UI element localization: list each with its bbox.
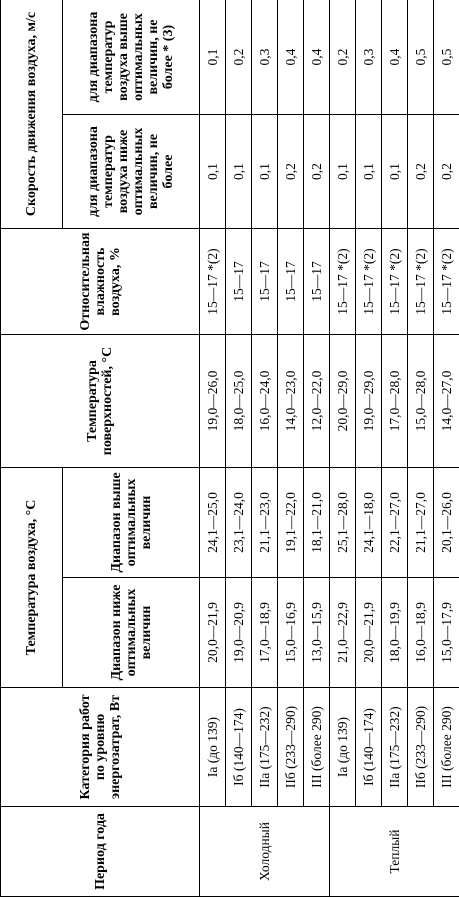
surface-temp-cell: 20,0—29,0 [330, 335, 356, 468]
air-speed-above-cell: 0,5 [434, 0, 459, 115]
period-cell: Теплый [330, 807, 459, 897]
humidity-cell: 15—17 [304, 229, 330, 335]
table-row [304, 0, 330, 897]
air-temp-below-cell: 15,0—16,9 [278, 578, 304, 688]
category-cell: IIб (233—290) [408, 688, 434, 807]
air-temp-above-cell: 21,1—27,0 [408, 468, 434, 578]
air-temp-below-cell: 18,0—19,9 [382, 578, 408, 688]
air-temp-below-cell: 21,0—22,9 [330, 578, 356, 688]
category-cell: Iб (140—174) [356, 688, 382, 807]
air-temp-above-cell: 22,1—27,0 [382, 468, 408, 578]
air-speed-below-cell: 0,1 [200, 115, 226, 229]
air-speed-above-cell: 0,1 [200, 0, 226, 115]
period-cell: Холодный [200, 807, 330, 897]
air-temp-below-cell: 17,0—18,9 [252, 578, 278, 688]
surface-temp-cell: 19,0—26,0 [200, 335, 226, 468]
air-speed-below-cell: 0,2 [278, 115, 304, 229]
air-speed-below-cell: 0,1 [330, 115, 356, 229]
category-cell: III (более 290) [304, 688, 330, 807]
surface-temp-cell: 12,0—22,0 [304, 335, 330, 468]
category-cell: IIа (175—232) [382, 688, 408, 807]
air-speed-below-cell: 0,1 [226, 115, 252, 229]
air-temp-below-cell: 13,0—15,9 [304, 578, 330, 688]
header-air-temp-above: Диапазон выше оптимальных величин [63, 468, 200, 578]
air-speed-above-cell: 0,2 [226, 0, 252, 115]
table-body [200, 0, 459, 897]
humidity-cell: 15—17 *(2) [330, 229, 356, 335]
humidity-cell: 15—17 *(2) [200, 229, 226, 335]
air-speed-above-cell: 0,5 [408, 0, 434, 115]
category-cell: IIа (175—232) [252, 688, 278, 807]
air-temp-below-cell: 15,0—17,9 [434, 578, 459, 688]
category-cell: III (более 290) [434, 688, 459, 807]
table-row [382, 0, 408, 897]
category-cell: IIб (233—290) [278, 688, 304, 807]
header-category: Категория работ по уровню энергозатрат, Вт [1, 688, 200, 807]
humidity-cell: 15—17 [278, 229, 304, 335]
air-temp-below-cell: 20,0—21,9 [356, 578, 382, 688]
air-temp-above-cell: 19,1—22,0 [278, 468, 304, 578]
surface-temp-cell: 14,0—23,0 [278, 335, 304, 468]
air-temp-below-cell: 19,0—20,9 [226, 578, 252, 688]
header-air-temp-below: Диапазон ниже оптимальных величин [63, 578, 200, 688]
table-row [200, 0, 226, 897]
humidity-cell: 15—17 *(2) [434, 229, 459, 335]
surface-temp-cell: 19,0—29,0 [356, 335, 382, 468]
air-speed-below-cell: 0,1 [382, 115, 408, 229]
header-air-temp: Температура воздуха, °С [1, 468, 63, 688]
air-speed-below-cell: 0,1 [252, 115, 278, 229]
air-temp-above-cell: 25,1—28,0 [330, 468, 356, 578]
table-row [226, 0, 252, 897]
table-row [408, 0, 434, 897]
air-speed-below-cell: 0,2 [304, 115, 330, 229]
surface-temp-cell: 17,0—28,0 [382, 335, 408, 468]
humidity-cell: 15—17 *(2) [408, 229, 434, 335]
air-temp-above-cell: 23,1—24,0 [226, 468, 252, 578]
table-row [356, 0, 382, 897]
air-speed-above-cell: 0,3 [356, 0, 382, 115]
table-row [252, 0, 278, 897]
air-speed-below-cell: 0,2 [434, 115, 459, 229]
header-surface-temp: Температура поверхностей, °С [1, 335, 200, 468]
header-air-speed: Скорость движения воздуха, м/с [1, 0, 63, 229]
humidity-cell: 15—17 [252, 229, 278, 335]
humidity-cell: 15—17 [226, 229, 252, 335]
category-cell: Iа (до 139) [330, 688, 356, 807]
header-period: Период года [1, 807, 200, 897]
air-speed-below-cell: 0,2 [408, 115, 434, 229]
category-cell: Iб (140—174) [226, 688, 252, 807]
table-row [330, 0, 356, 897]
air-temp-below-cell: 16,0—18,9 [408, 578, 434, 688]
table-row [278, 0, 304, 897]
humidity-cell: 15—17 *(2) [382, 229, 408, 335]
air-temp-above-cell: 21,1—23,0 [252, 468, 278, 578]
table-row [434, 0, 459, 897]
air-speed-below-cell: 0,1 [356, 115, 382, 229]
air-temp-below-cell: 20,0—21,9 [200, 578, 226, 688]
air-speed-above-cell: 0,4 [278, 0, 304, 115]
air-temp-above-cell: 24,1—25,0 [200, 468, 226, 578]
header-air-speed-above: для диапазона температур воздуха выше оптимальных величин, не более * (3) [63, 0, 200, 115]
air-speed-above-cell: 0,3 [252, 0, 278, 115]
surface-temp-cell: 14,0—27,0 [434, 335, 459, 468]
header-air-speed-below: для диапазона температур воздуха ниже оптимальных величин, не более [63, 115, 200, 229]
air-temp-above-cell: 20,1—26,0 [434, 468, 459, 578]
surface-temp-cell: 18,0—25,0 [226, 335, 252, 468]
surface-temp-cell: 15,0—28,0 [408, 335, 434, 468]
air-speed-above-cell: 0,2 [330, 0, 356, 115]
air-temp-above-cell: 18,1—21,0 [304, 468, 330, 578]
humidity-cell: 15—17 *(2) [356, 229, 382, 335]
surface-temp-cell: 16,0—24,0 [252, 335, 278, 468]
air-temp-above-cell: 24,1—18,0 [356, 468, 382, 578]
air-speed-above-cell: 0,4 [304, 0, 330, 115]
category-cell: Iа (до 139) [200, 688, 226, 807]
header-humidity: Относительная влажность воздуха, % [1, 229, 200, 335]
air-speed-above-cell: 0,4 [382, 0, 408, 115]
